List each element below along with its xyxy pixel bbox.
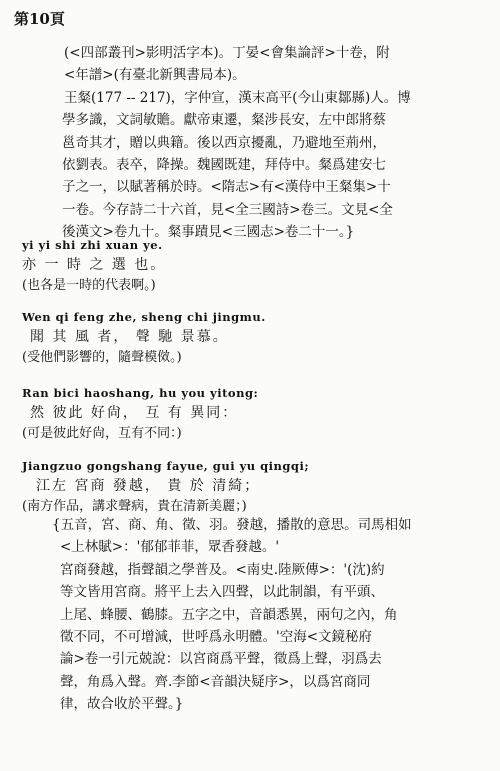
verse-chinese: 聞 其 風 者， 聲 馳 景慕。 bbox=[30, 329, 229, 345]
verse-group-3 bbox=[22, 384, 258, 443]
note-line: 聲，角爲入聲。齊.李節<音韻決疑序>，以爲宮商同 bbox=[60, 673, 371, 690]
verse-group-4 bbox=[22, 457, 309, 516]
note-line: 子之一，以賦著稱於時。<隋志>有<漢侍中王粲集>十 bbox=[62, 179, 391, 196]
note-line: <年譜>(有臺北新興書局本)。 bbox=[64, 67, 246, 84]
note-line: 徵不同，不可增減，世呼爲永明體。'空海<文鏡秘府 bbox=[60, 629, 373, 646]
verse-chinese: 亦 一 時 之 選 也。 bbox=[22, 257, 167, 273]
verse-pinyin: Wen qi feng zhe, sheng chi jingmu. bbox=[22, 310, 266, 324]
note-line: (<四部叢刊>影明活字本)。丁晏<會集論評>十卷，附 bbox=[64, 45, 390, 61]
verse-gloss: (南方作品，講求聲病，貴在清新美麗；) bbox=[22, 499, 247, 514]
verse-group-2 bbox=[22, 308, 266, 367]
annotation-note-gongshang bbox=[52, 514, 482, 716]
verse-gloss: (受他們影響的，隨聲模傚。) bbox=[22, 350, 182, 365]
note-line: 後漢文>卷九十。粲事蹟見<三國志>卷二十一。} bbox=[62, 224, 355, 241]
page-number: 第10頁 bbox=[14, 10, 65, 28]
note-line: 宮商發越，指聲韻之學普及。<南史.陸厥傳>：'(沈)約 bbox=[60, 561, 385, 578]
verse-group-1 bbox=[22, 236, 166, 295]
verse-chinese: 然 彼此 好尙， 互 有 異同： bbox=[30, 405, 239, 421]
note-line: <上林賦>：'郁郁菲菲，眾香發越。' bbox=[60, 539, 280, 556]
note-line: 一卷。今存詩二十六首，見<全三國詩>卷三。文見<全 bbox=[62, 201, 393, 218]
verse-pinyin: yi yi shi zhi xuan ye. bbox=[22, 238, 163, 252]
verse-gloss: (可是彼此好尙，互有不同：) bbox=[22, 426, 182, 441]
note-line: 邕奇其才，贈以典籍。後以西京擾亂，乃避地至荊州， bbox=[62, 134, 386, 151]
note-line: 學多識，文詞敏贍。獻帝東遷，粲涉長安，左中郎將蔡 bbox=[62, 112, 386, 129]
note-line: 依劉表。表卒，降操。魏國既建，拜侍中。粲爲建安七 bbox=[62, 157, 386, 174]
note-line: 等文皆用宮商。將平上去入四聲，以此制韻，有平頭、 bbox=[60, 584, 384, 601]
note-line: 王粲(177 -- 217)，字仲宣，漢末高平(今山東鄒縣)人。博 bbox=[64, 89, 411, 106]
note-line: 論>卷一引元兢說：以宮商爲平聲，徵爲上聲，羽爲去 bbox=[60, 651, 382, 668]
note-line: {五音，宮、商、角、徵、羽。發越，播散的意思。司馬相如 bbox=[52, 517, 412, 533]
verse-pinyin: Jiangzuo gongshang fayue, gui yu qingqi; bbox=[22, 459, 310, 473]
annotation-note-wang-can bbox=[62, 42, 472, 244]
note-line: 律，故合收於平聲。} bbox=[60, 696, 184, 713]
verse-pinyin: Ran bici haoshang, hu you yitong: bbox=[22, 386, 259, 400]
verse-gloss: (也各是一時的代表啊。) bbox=[22, 278, 156, 293]
verse-chinese: 江左 宮商 發越， 貴 於 清綺； bbox=[36, 478, 261, 494]
note-line: 上尾、蜂腰、鶴膝。五字之中，音韻悉異，兩句之內，角 bbox=[60, 606, 398, 623]
